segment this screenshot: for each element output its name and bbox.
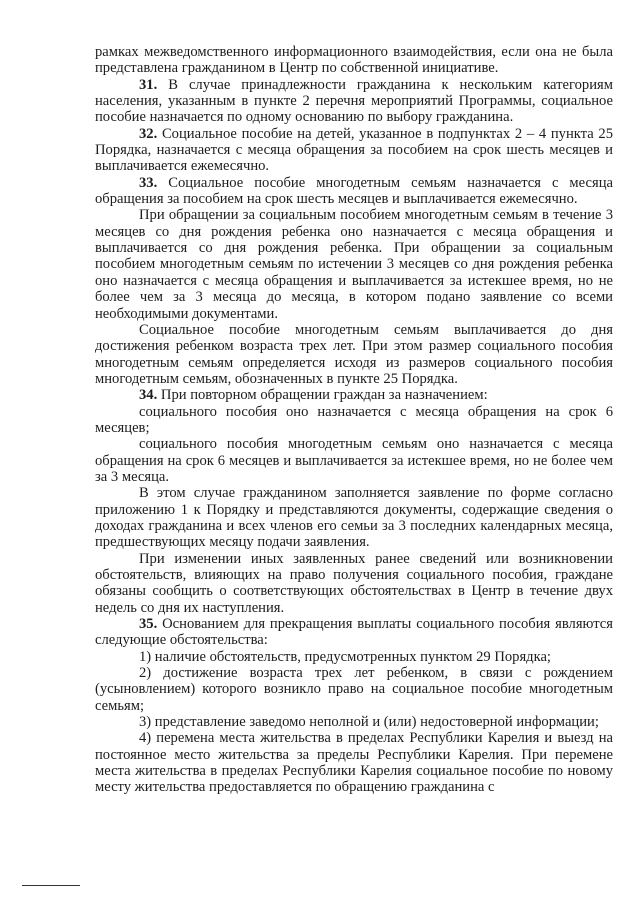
item-number: 31. — [139, 76, 158, 93]
paragraph-item-31: 31. В случае принадлежности гражданина к нескольким категориям населения, указанным в пункте 2 перечня мероприятий Программы, социальное пособие назначается по одному основанию по выбору гражданина. — [95, 76, 613, 126]
list-item-3: 3) представление заведомо неполной и (или) недостоверной информации; — [139, 714, 599, 731]
item-number: 32. — [139, 125, 158, 142]
paragraph-4: При обращении за социальным пособием многодетным семьям в течение 3 месяцев со дня рождения ребенка оно назначается с месяца обращения и выплачивается со дня рождения ребенка. При обращении за социальным пособием многодетным семьям по истечении 3 месяцев со дня рождения ребенка оно назначается с месяца обращения и выплачивается за истекшее время, но не более чем за 3 месяца до месяца, в котором подано заявление со всеми необходимыми документами. — [95, 207, 613, 322]
paragraph-9: В этом случае гражданином заполняется заявление по форме согласно приложению 1 к Порядку и представляются документы, содержащие сведения о доходах гражданина и всех членов его семьи за 3 последних календарных месяца, предшествующих месяцу подачи заявления. — [95, 485, 613, 551]
paragraph-10: При изменении иных заявленных ранее сведений или возникновении обстоятельств, влияющих на право получения социального пособия, граждане обязаны сообщить о соответствующих обстоятельствах в Центр в течение двух недель со дня их наступления. — [95, 550, 613, 616]
paragraph-8: социального пособия многодетным семьям оно назначается с месяца обращения на срок 6 месяцев и выплачивается за истекшее время, но не более чем за 3 месяца. — [95, 436, 613, 485]
paragraph-item-35: 35. Основанием для прекращения выплаты социального пособия являются следующие обстоятельства: — [95, 616, 613, 649]
list-item-2: 2) достижение возраста трех лет ребенком, в связи с рождением (усыновлением) которого возникло право на социальное пособие многодетным семьям; — [95, 665, 613, 714]
paragraph-item-33: 33. Социальное пособие многодетным семьям назначается с месяца обращения за пособием на срок шесть месяцев и выплачивается ежемесячно. — [95, 174, 613, 208]
item-number: 35. — [139, 616, 158, 633]
paragraph-0: рамках межведомственного информационного взаимодействия, если она не была представлена гражданином в Центр по собственной инициативе. — [95, 44, 613, 77]
item-number: 34. — [139, 387, 158, 404]
paragraph-5: Социальное пособие многодетным семьям выплачивается до дня достижения ребенком возраста трех лет. При этом размер социального пособия многодетным семьям определяется исходя из размеров социального пособия многодетным семьям, обозначенных в пункте 25 Порядка. — [95, 321, 613, 387]
item-number: 33. — [139, 174, 158, 191]
footnote-separator — [22, 885, 80, 886]
list-item-1: 1) наличие обстоятельств, предусмотренных пунктом 29 Порядка; — [139, 648, 551, 665]
list-item-4: 4) перемена места жительства в пределах Республики Карелия и выезд на постоянное место жительства за пределы Республики Карелия. При перемене места жительства в пределах Республики Карелия социальное пособие по новому месту жительства предоставляется по обращению гражданина с — [95, 730, 613, 796]
document-page — [95, 44, 613, 796]
paragraph-7: социального пособия оно назначается с месяца обращения на срок 6 месяцев; — [95, 403, 613, 436]
paragraph-item-32: 32. Социальное пособие на детей, указанное в подпунктах 2 – 4 пункта 25 Порядка, назначается с месяца обращения за пособием на срок шесть месяцев и выплачивается ежемесячно. — [95, 125, 613, 175]
paragraph-item-34: 34. При повторном обращении граждан за назначением: — [139, 387, 488, 404]
